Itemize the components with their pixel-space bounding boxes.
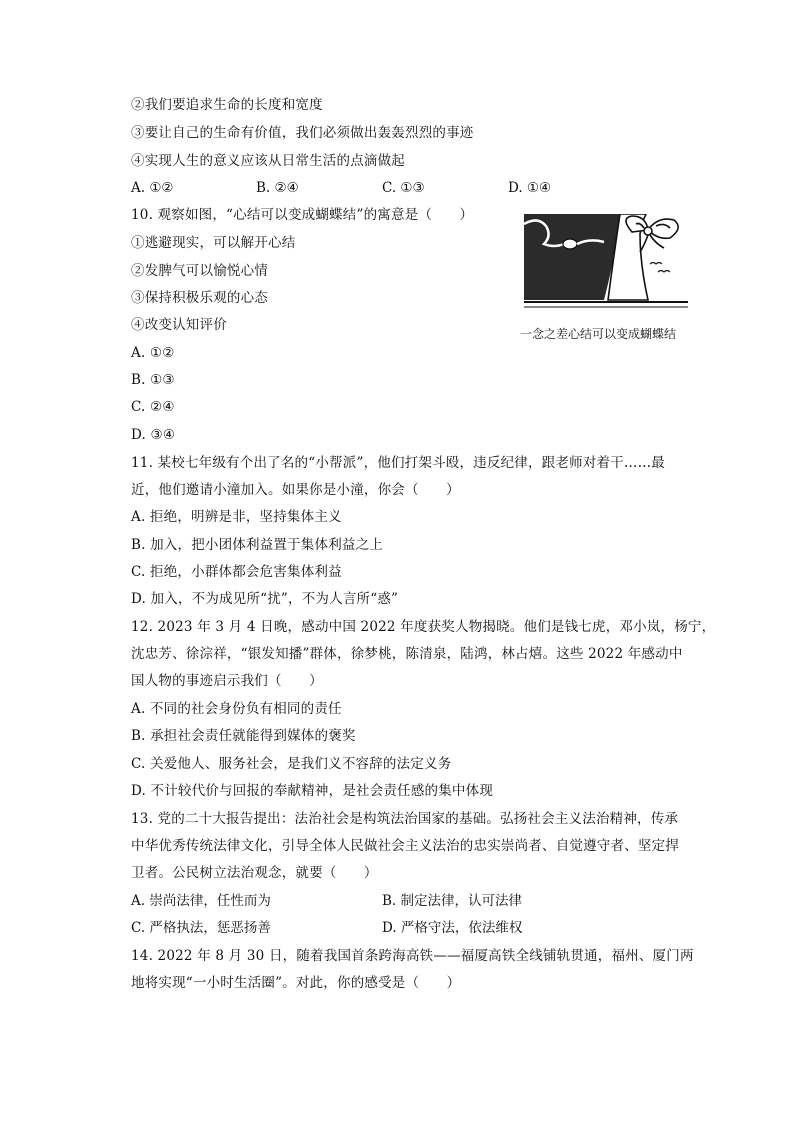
figure-caption: 一念之差心结可以变成蝴蝶结 <box>520 327 677 341</box>
q10-statement-2: ②发脾气可以愉悦心情 <box>131 263 268 279</box>
q12-stem-line-3: 国人物的事迹启示我们（ ） <box>131 673 323 689</box>
q11-option-c: C. 拒绝，小群体都会危害集体利益 <box>131 564 342 580</box>
q12-stem-line-2: 沈忠芳、徐淙祥，“银发知播”群体，徐梦桃，陈清泉，陆鸿，林占熺。这些 2022 年感动中 <box>131 646 683 662</box>
q9-option-c: C. ①③ <box>382 180 425 196</box>
q12-option-a: A. 不同的社会身份负有相同的责任 <box>131 701 342 717</box>
q10-option-a: A. ①② <box>131 345 175 361</box>
q13-option-a: A. 崇尚法律，任性而为 <box>131 893 271 909</box>
q11-stem-line-2: 近，他们邀请小潼加入。如果你是小潼，你会（ ） <box>131 482 460 498</box>
q13-stem-line-2: 中华优秀传统法律文化，引导全体人民做社会主义法治的忠实崇尚者、自觉遵守者、坚定捍 <box>131 838 679 854</box>
dark-background <box>524 214 620 300</box>
q9-option-d: D. ①④ <box>508 180 552 196</box>
q13-stem-line-1: 13. 党的二十大报告提出：法治社会是构筑法治国家的基础。弘扬社会主义法治精神，传承 <box>131 811 679 827</box>
q11-option-b: B. 加入，把小团体利益置于集体利益之上 <box>131 537 384 553</box>
q14-stem-line-2: 地将实现“一小时生活圈”。对此，你的感受是（ ） <box>131 975 461 991</box>
q13-option-b: B. 制定法律，认可法律 <box>382 893 523 909</box>
q10-statement-1: ①逃避现实，可以解开心结 <box>131 235 296 251</box>
q9-statement-3: ③要让自己的生命有价值，我们必须做出轰轰烈烈的事迹 <box>131 125 474 141</box>
q10-statement-4: ④改变认知评价 <box>131 317 227 333</box>
q12-option-d: D. 不计较代价与回报的奉献精神，是社会责任感的集中体现 <box>131 783 494 799</box>
q11-option-d: D. 加入，不为成见所“扰”，不为人言所“惑” <box>131 591 399 607</box>
q12-option-c: C. 关爱他人、服务社会，是我们义不容辞的法定义务 <box>131 756 452 772</box>
q9-option-b: B. ②④ <box>256 180 299 196</box>
q12-stem-line-1: 12. 2023 年 3 月 4 日晚，感动中国 2022 年度获奖人物揭晓。他们是钱七虎，邓小岚，杨宁， <box>131 619 716 635</box>
q10-option-d: D. ③④ <box>131 427 176 443</box>
q10-option-b: B. ①③ <box>131 372 175 388</box>
q9-option-a: A. ①② <box>131 180 174 196</box>
q9-statement-4: ④实现人生的意义应该从日常生活的点滴做起 <box>131 153 405 169</box>
cartoon-illustration <box>524 214 688 310</box>
q13-option-d: D. 严格守法，依法维权 <box>382 920 523 936</box>
q13-option-c: C. 严格执法，惩恶扬善 <box>131 920 271 936</box>
q10-option-c: C. ②④ <box>131 399 175 415</box>
q10-statement-3: ③保持积极乐观的心态 <box>131 290 268 306</box>
q10-stem: 10. 观察如图，“心结可以变成蝴蝶结”的寓意是（ ） <box>131 207 474 223</box>
knot-icon <box>563 239 577 249</box>
q12-option-b: B. 承担社会责任就能得到媒体的褒奖 <box>131 728 356 744</box>
q13-stem-line-3: 卫者。公民树立法治观念，就要（ ） <box>131 865 378 881</box>
q14-stem-line-1: 14. 2022 年 8 月 30 日，随着我国首条跨海高铁——福厦高铁全线铺轨贯通，福州、厦门两 <box>131 948 694 964</box>
q9-statement-2: ②我们要追求生命的长度和宽度 <box>131 97 323 113</box>
q11-option-a: A. 拒绝，明辨是非，坚持集体主义 <box>131 509 342 525</box>
q11-stem-line-1: 11. 某校七年级有个出了名的“小帮派”，他们打架斗殴，违反纪律，跟老师对着干……最 <box>131 455 665 471</box>
